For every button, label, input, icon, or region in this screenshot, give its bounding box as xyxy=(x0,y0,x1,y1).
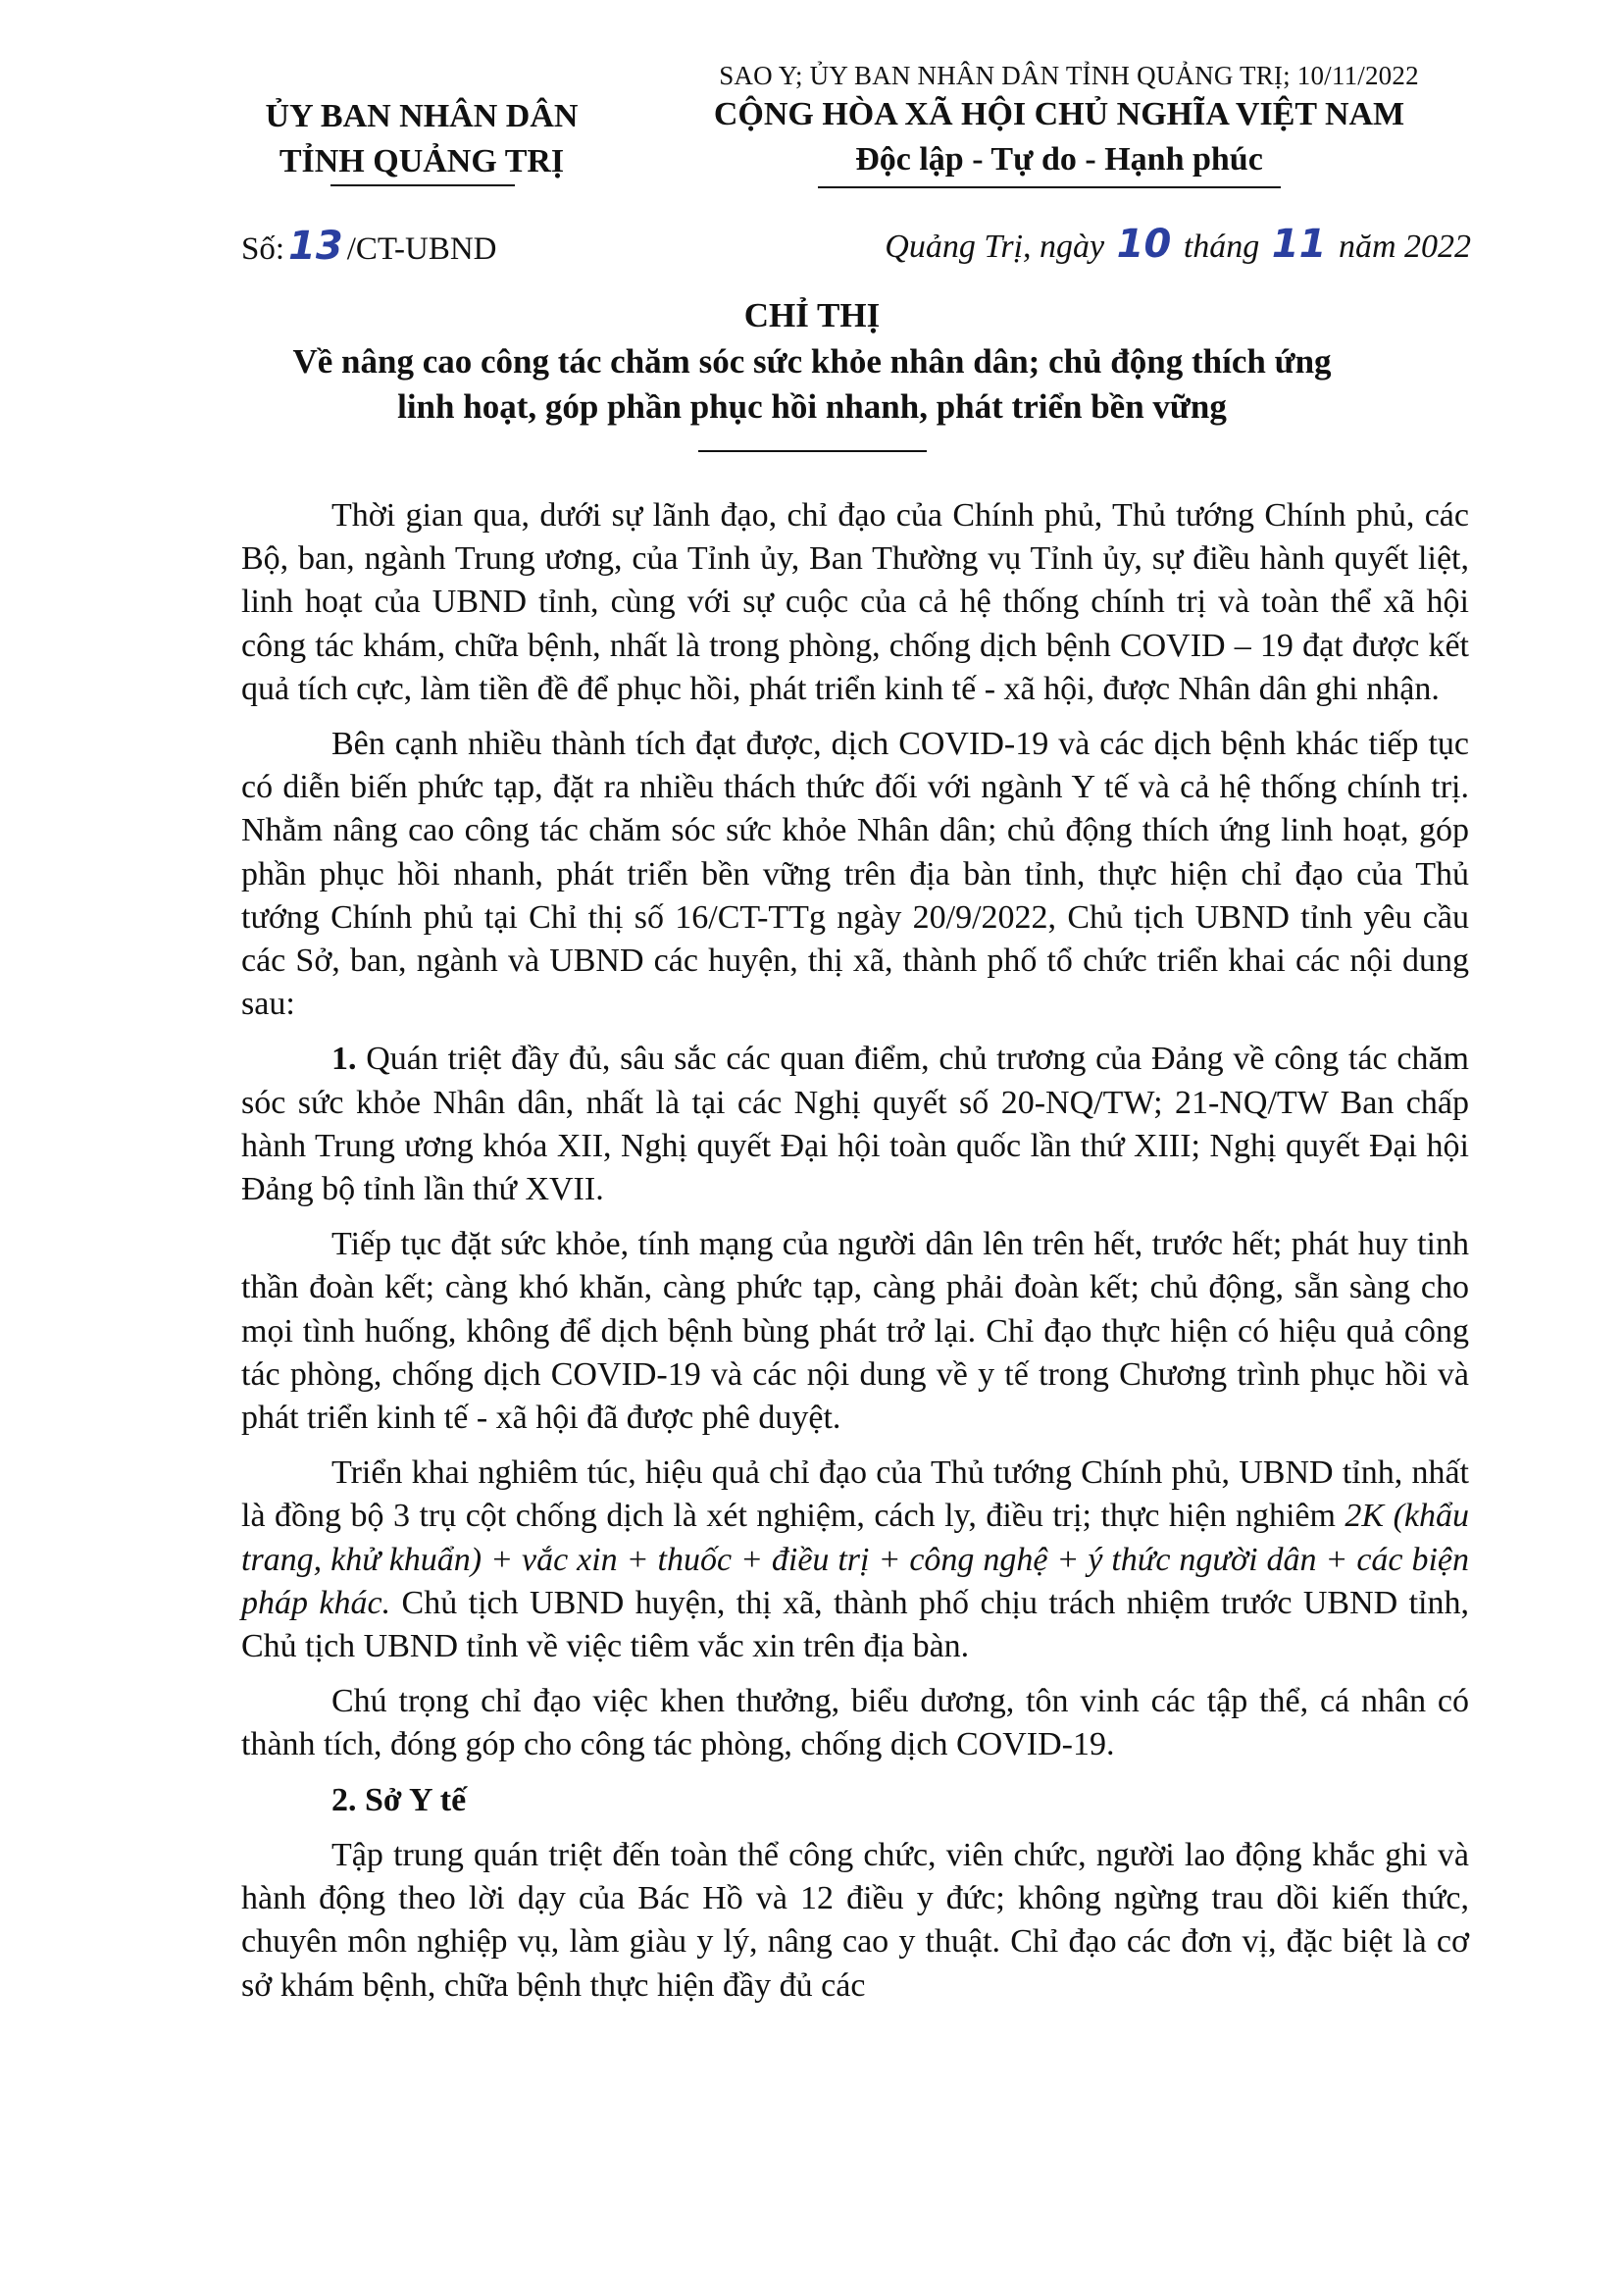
paragraph-7: Tập trung quán triệt đến toàn thể công chức, viên chức, người lao động khắc ghi và hành động theo lời dạy của Bác Hồ và 12 điều y đức; không ngừng trau dồi kiến thức, chuyên môn nghiệp vụ, làm giàu y lý, nâng cao y thuật. Chỉ đạo các đơn vị, đặc biệt là cơ sở khám bệnh, chữa bệnh thực hiện đầy đủ các xyxy=(241,1836,1469,2004)
motto-underline xyxy=(818,186,1281,188)
nation-motto: Độc lập - Tự do - Hạnh phúc xyxy=(855,141,1263,178)
document-body xyxy=(241,494,1469,2019)
date-month-label: tháng xyxy=(1183,229,1260,265)
agency-line-2: TỈNH QUẢNG TRỊ xyxy=(279,143,565,179)
subject-line-2: linh hoạt, góp phần phục hồi nhanh, phát triển bền vững xyxy=(397,387,1227,426)
document-number-suffix: /CT-UBND xyxy=(346,231,497,267)
paragraph-6: Chú trọng chỉ đạo việc khen thưởng, biểu dương, tôn vinh các tập thể, cá nhân có thành tích, đóng góp cho công tác phòng, chống dịch COVID-19. xyxy=(241,1683,1469,1763)
copy-certification-stamp: SAO Y; ỦY BAN NHÂN DÂN TỈNH QUẢNG TRỊ; 10/11/2022 xyxy=(719,61,1419,90)
subject-underline xyxy=(698,450,927,452)
date-month: 11 xyxy=(1271,222,1327,267)
document-title: CHỈ THỊ xyxy=(743,296,881,334)
paragraph-5-tail: Chủ tịch UBND huyện, thị xã, thành phố chịu trách nhiệm trước UBND tỉnh, Chủ tịch UBND tỉnh về việc tiêm vắc xin trên địa bàn. xyxy=(241,1584,1470,1665)
section-1-text: Quán triệt đầy đủ, sâu sắc các quan điểm, chủ trương của Đảng về công tác chăm sóc sức khỏe Nhân dân, nhất là tại các Nghị quyết số 20-NQ/TW; 21-NQ/TW Ban chấp hành Trung ương khóa XII, Nghị quyết Đại hội toàn quốc lần thứ XIII; Nghị quyết Đại hội Đảng bộ tỉnh lần thứ XVII. xyxy=(241,1041,1469,1208)
paragraph-5-formula: 2K (khẩu trang, khử khuẩn) + vắc xin + thuốc + điều trị + công nghệ + ý thức người dân + các biện pháp khác. xyxy=(241,1498,1469,1621)
agency-line-1: ỦY BAN NHÂN DÂN xyxy=(265,98,579,134)
dateline xyxy=(726,222,1471,267)
issuing-agency xyxy=(226,94,618,184)
date-year: năm 2022 xyxy=(1338,229,1471,265)
paragraph-5-lead: Triển khai nghiêm túc, hiệu quả chỉ đạo của Thủ tướng Chính phủ, UBND tỉnh, nhất là đồng bộ 3 trụ cột chống dịch là xét nghiệm, cách ly, điều trị; thực hiện nghiêm xyxy=(241,1454,1469,1535)
section-1-number: 1. xyxy=(331,1041,357,1078)
paragraph-4: Tiếp tục đặt sức khỏe, tính mạng của người dân lên trên hết, trước hết; phát huy tinh thần đoàn kết; càng khó khăn, càng phức tạp, càng phải đoàn kết; chủ động, sẵn sàng cho mọi tình huống, không để dịch bệnh bùng phát trở lại. Chỉ đạo thực hiện có hiệu quả công tác phòng, chống dịch COVID-19 và các nội dung về y tế trong Chương trình phục hồi và phát triển kinh tế - xã hội đã được phê duyệt. xyxy=(241,1226,1469,1437)
paragraph-2: Bên cạnh nhiều thành tích đạt được, dịch COVID-19 và các dịch bệnh khác tiếp tục có diễn biến phức tạp, đặt ra nhiều thách thức đối với ngành Y tế và cả hệ thống chính trị. Nhằm nâng cao công tác chăm sóc sức khỏe Nhân dân; chủ động thích ứng linh hoạt, góp phần phục hồi nhanh, phát triển bền vững trên địa bàn tỉnh, thực hiện chỉ đạo của Thủ tướng Chính phủ tại Chỉ thị số 16/CT-TTg ngày 20/9/2022, Chủ tịch UBND tỉnh yêu cầu các Sở, ban, ngành và UBND các huyện, thị xã, thành phố tổ chức triển khai các nội dung sau: xyxy=(241,726,1469,1023)
section-2-heading: 2. Sở Y tế xyxy=(331,1781,467,1818)
paragraph-3 xyxy=(241,1038,1469,1211)
nation-name: CỘNG HÒA XÃ HỘI CHỦ NGHĨA VIỆT NAM xyxy=(713,96,1405,132)
paragraph-5 xyxy=(241,1452,1469,1668)
document-number xyxy=(241,224,497,269)
document-number-handwritten: 13 xyxy=(288,224,343,269)
agency-underline xyxy=(330,184,515,186)
document-subject xyxy=(245,339,1379,430)
date-day: 10 xyxy=(1116,222,1172,267)
national-header xyxy=(667,92,1451,182)
subject-line-1: Về nâng cao công tác chăm sóc sức khỏe nhân dân; chủ động thích ứng xyxy=(292,342,1332,381)
paragraph-1: Thời gian qua, dưới sự lãnh đạo, chỉ đạo của Chính phủ, Thủ tướng Chính phủ, các Bộ, ban, ngành Trung ương, của Tỉnh ủy, Ban Thường vụ Tỉnh ủy, sự điều hành quyết liệt, linh hoạt của UBND tỉnh, cùng với sự cuộc của cả hệ thống chính trị và toàn thể xã hội công tác khám, chữa bệnh, nhất là trong phòng, chống dịch bệnh COVID – 19 đạt được kết quả tích cực, làm tiền đề để phục hồi, phát triển kinh tế - xã hội, được Nhân dân ghi nhận. xyxy=(241,497,1469,707)
date-place: Quảng Trị, ngày xyxy=(885,229,1105,265)
document-number-prefix: Số: xyxy=(241,231,285,267)
